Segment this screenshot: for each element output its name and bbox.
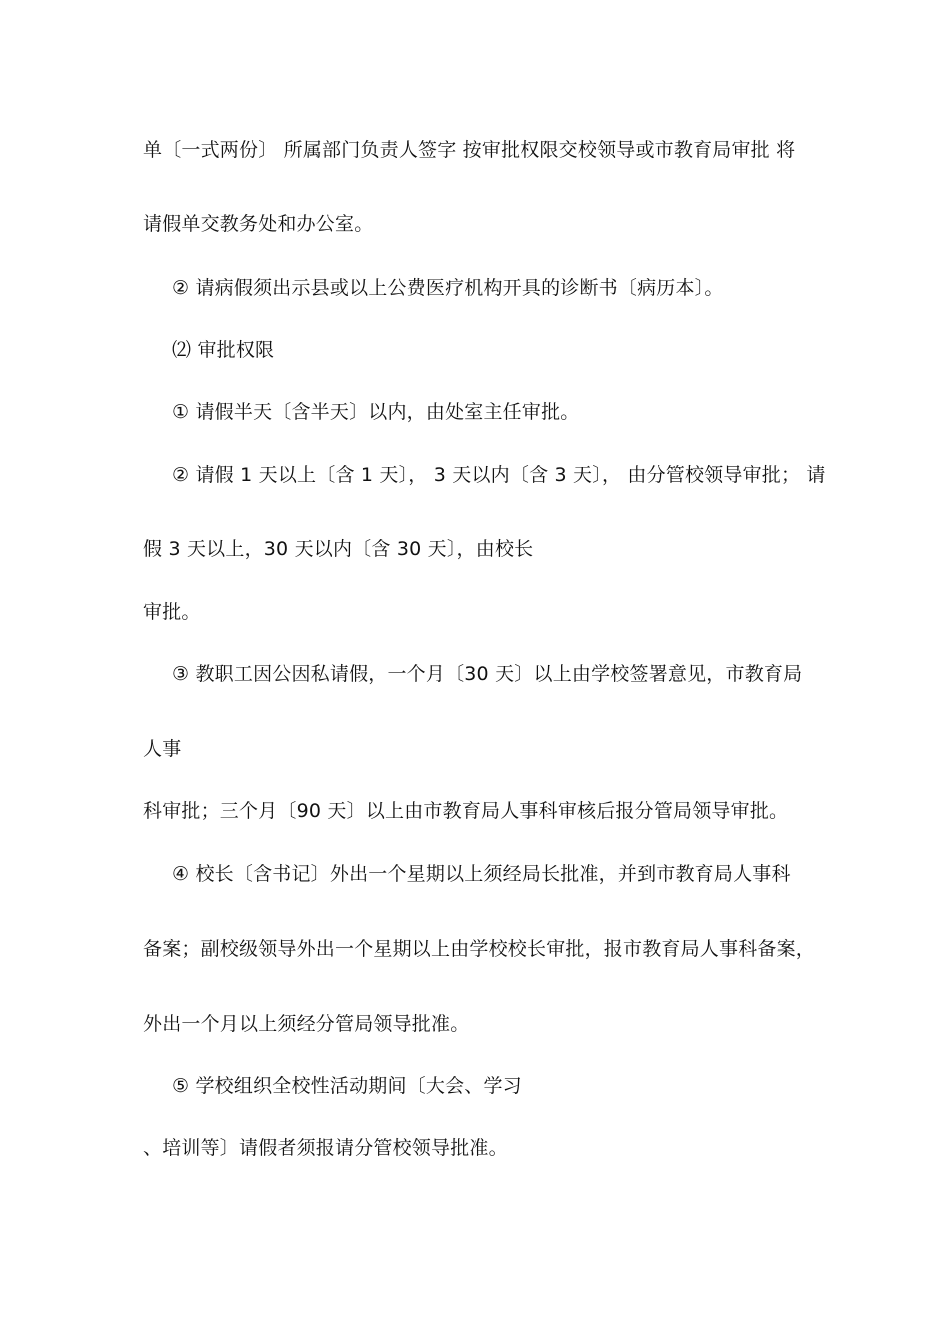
list-item-half-day: ① 请假半天〔含半天〕以内，由处室主任审批。 bbox=[172, 401, 580, 423]
paragraph-line: 外出一个月以上须经分管局领导批准。 bbox=[143, 1013, 470, 1035]
section-heading-approval-authority: ⑵ 审批权限 bbox=[172, 339, 275, 361]
list-item-school-activities: ⑤ 学校组织全校性活动期间〔大会、学习 bbox=[172, 1075, 522, 1097]
paragraph-line: 备案；副校级领导外出一个星期以上由学校校长审批，报市教育局人事科备案， bbox=[143, 938, 816, 960]
paragraph-line: 请假单交教务处和办公室。 bbox=[143, 213, 374, 235]
paragraph-line: 科审批；三个月〔90 天〕以上由市教育局人事科审核后报分管局领导审批。 bbox=[143, 800, 789, 822]
paragraph-line: 人事 bbox=[143, 738, 182, 760]
list-item-one-to-three-days: ② 请假 1 天以上〔含 1 天〕， 3 天以内〔含 3 天〕， 由分管校领导审批； 请 bbox=[172, 464, 826, 486]
paragraph-line: 、培训等〕请假者须报请分管校领导批准。 bbox=[143, 1137, 508, 1159]
list-item-over-one-month: ③ 教职工因公因私请假，一个月〔30 天〕以上由学校签署意见，市教育局 bbox=[172, 663, 803, 685]
paragraph-line: 审批。 bbox=[143, 601, 201, 623]
list-item-sick-leave: ② 请病假须出示县或以上公费医疗机构开具的诊断书〔病历本〕。 bbox=[172, 277, 724, 299]
paragraph-line: 单〔一式两份〕 所属部门负责人签字 按审批权限交校领导或市教育局审批 将 bbox=[143, 139, 796, 161]
paragraph-line: 假 3 天以上，30 天以内〔含 30 天〕，由校长 bbox=[143, 538, 534, 560]
list-item-principal-travel: ④ 校长〔含书记〕外出一个星期以上须经局长批准，并到市教育局人事科 bbox=[172, 863, 791, 885]
